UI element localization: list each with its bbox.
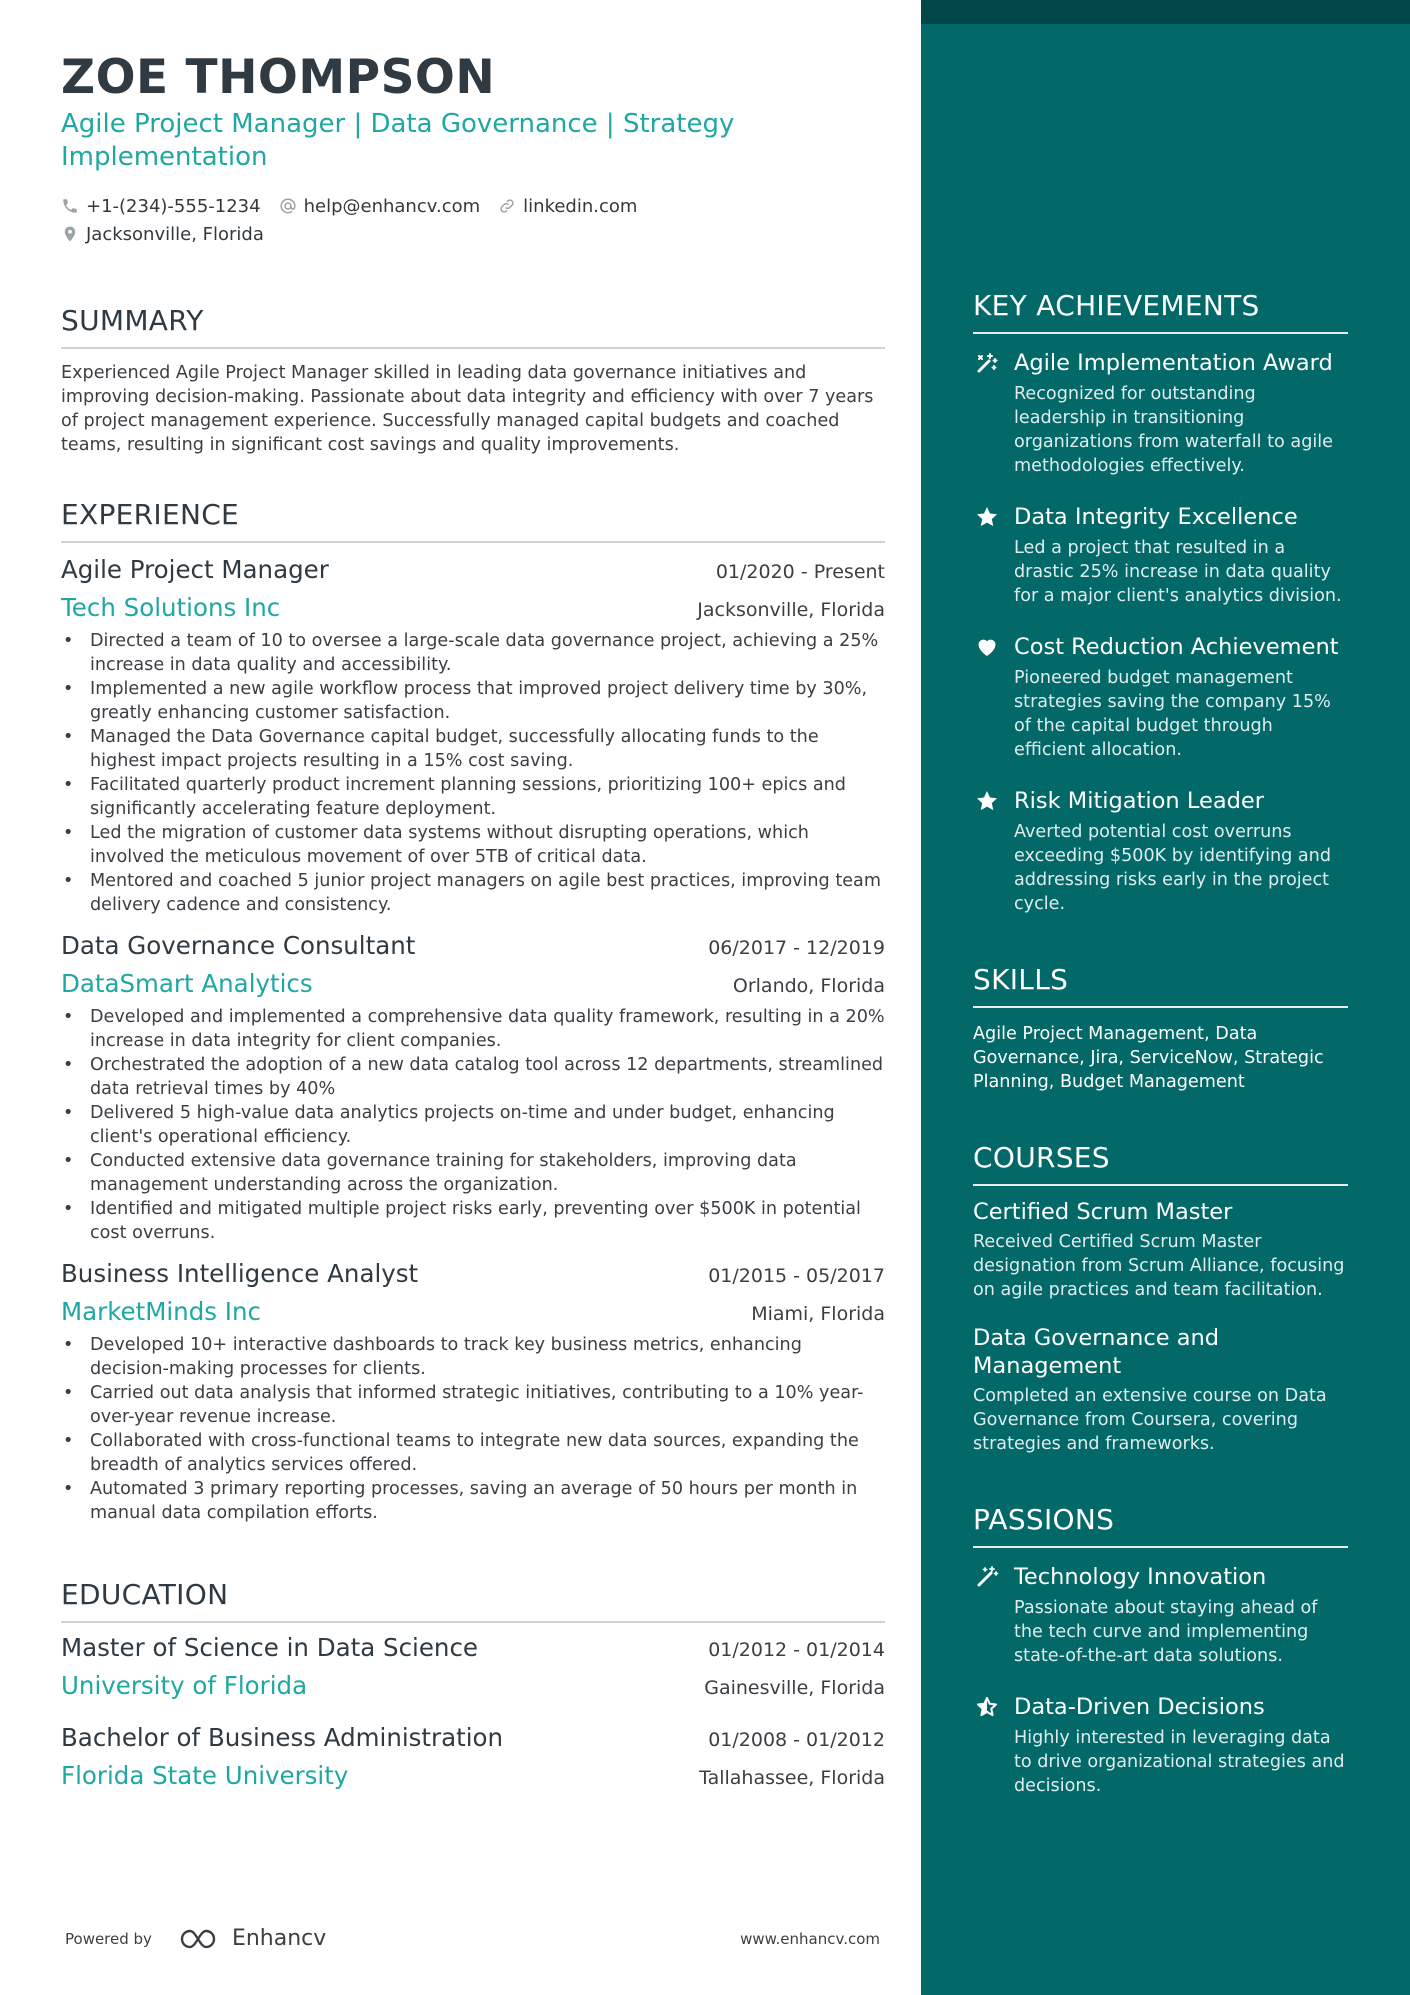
course-desc: Completed an extensive course on Data Governance from Coursera, covering strategies and frameworks. — [973, 1386, 1327, 1454]
achievement-item — [973, 786, 1348, 916]
contact-email[interactable] — [279, 196, 481, 217]
magic-wand-icon — [975, 1565, 1005, 1589]
edu-date: 01/2012 - 01/2014 — [708, 1639, 885, 1661]
achievement-desc: Led a project that resulted in a drastic 25% increase in data quality for a major client's analytics division. — [1014, 538, 1342, 606]
job-bullet: • Identified and mitigated multiple project risks early, preventing over $500K in potential cost overruns. — [61, 1197, 885, 1245]
contact-info — [61, 192, 885, 248]
footer — [65, 1926, 880, 1951]
job-bullet: • Delivered 5 high-value data analytics projects on-time and under budget, enhancing client's operational efficiency. — [61, 1101, 885, 1149]
achievements-heading: KEY ACHIEVEMENTS — [973, 288, 1348, 334]
job-location: Orlando, Florida — [732, 975, 885, 997]
course-desc: Received Certified Scrum Master designation from Scrum Alliance, focusing on agile practices and team facilitation. — [973, 1232, 1345, 1300]
edu-location: Gainesville, Florida — [704, 1677, 885, 1699]
sidebar — [921, 0, 1410, 1995]
job-bullet: • Led the migration of customer data systems without disrupting operations, which involved the meticulous movement of over 5TB of critical data. — [61, 821, 885, 869]
contact-phone[interactable] — [61, 196, 261, 217]
job-bullet: • Directed a team of 10 to oversee a large-scale data governance project, achieving a 25% increase in data quality and accessibility. — [61, 629, 885, 677]
job-bullet: • Developed 10+ interactive dashboards to track key business metrics, enhancing decision-making processes for clients. — [61, 1333, 885, 1381]
passion-desc: Highly interested in leveraging data to drive organizational strategies and decisions. — [1014, 1728, 1345, 1796]
achievement-item — [973, 632, 1348, 762]
job-bullet: • Mentored and coached 5 junior project managers on agile best practices, improving team delivery cadence and consistency. — [61, 869, 885, 917]
edu-degree: Master of Science in Data Science — [61, 1633, 479, 1662]
phone-icon — [61, 197, 79, 215]
powered-by-label: Powered by — [65, 1929, 152, 1948]
edu-date: 01/2008 - 01/2012 — [708, 1729, 885, 1751]
brand-name: Enhancv — [231, 1926, 327, 1951]
job-bullet: • Implemented a new agile workflow process that improved project delivery time by 30%, greatly enhancing customer satisfaction. — [61, 677, 885, 725]
wand-icon — [975, 351, 1005, 375]
at-icon — [279, 197, 297, 215]
star-outline-icon — [975, 1695, 1005, 1719]
passion-desc: Passionate about staying ahead of the tech curve and implementing state-of-the-art data solutions. — [1014, 1598, 1318, 1666]
achievement-title: Risk Mitigation Leader — [1014, 788, 1264, 814]
email-text: help@enhancv.com — [303, 195, 481, 217]
heart-icon — [975, 635, 1005, 659]
experience-heading: EXPERIENCE — [61, 497, 885, 543]
contact-location — [61, 224, 264, 245]
achievement-title: Cost Reduction Achievement — [1014, 634, 1339, 660]
job-company: MarketMinds Inc — [61, 1297, 262, 1326]
passion-title: Technology Innovation — [1014, 1564, 1267, 1590]
job-bullets — [61, 629, 885, 917]
achievement-title: Data Integrity Excellence — [1014, 504, 1298, 530]
summary-heading: SUMMARY — [61, 303, 885, 349]
sidebar-top-band — [921, 0, 1410, 24]
phone-text: +1-(234)-555-1234 — [86, 195, 261, 217]
job-date: 06/2017 - 12/2019 — [708, 937, 885, 959]
edu-location: Tallahassee, Florida — [699, 1767, 885, 1789]
education-heading: EDUCATION — [61, 1577, 885, 1623]
job-entry — [61, 553, 885, 917]
star-icon — [975, 789, 1005, 813]
job-location: Miami, Florida — [751, 1303, 885, 1325]
job-bullet: • Managed the Data Governance capital budget, successfully allocating funds to the highest impact projects resulting in a 15% cost saving. — [61, 725, 885, 773]
job-bullet: • Developed and implemented a comprehensive data quality framework, resulting in a 20% increase in data integrity for client companies. — [61, 1005, 885, 1053]
job-date: 01/2015 - 05/2017 — [708, 1265, 885, 1287]
courses-heading: COURSES — [973, 1140, 1348, 1186]
job-company: Tech Solutions Inc — [61, 593, 281, 622]
job-bullets — [61, 1333, 885, 1525]
job-bullet: • Automated 3 primary reporting processes, saving an average of 50 hours per month in manual data compilation efforts. — [61, 1477, 885, 1525]
website-link[interactable]: www.enhancv.com — [740, 1929, 880, 1948]
job-role: Agile Project Manager — [61, 555, 329, 584]
job-bullets — [61, 1005, 885, 1245]
achievement-desc: Pioneered budget management strategies saving the company 15% of the capital budget through efficient allocation. — [1014, 668, 1331, 760]
edu-school: Florida State University — [61, 1761, 349, 1790]
location-text: Jacksonville, Florida — [86, 223, 264, 245]
skills-heading: SKILLS — [973, 962, 1348, 1008]
job-bullet: • Collaborated with cross-functional teams to integrate new data sources, expanding the breadth of analytics services offered. — [61, 1429, 885, 1477]
skills-list: Agile Project Management, Data Governance, Jira, ServiceNow, Strategic Planning, Budget Management — [973, 1024, 1324, 1092]
edu-school: University of Florida — [61, 1671, 308, 1700]
summary-text: Experienced Agile Project Manager skilled in leading data governance initiatives and improving decision-making. Passionate about data integrity and efficiency with over 7 years of project management experience. Successfully managed capital budgets and coached teams, resulting in significant cost savings and quality improvements. — [61, 363, 874, 455]
course-item — [973, 1324, 1348, 1456]
passion-item — [973, 1692, 1348, 1798]
contact-linkedin[interactable] — [498, 196, 637, 217]
achievement-item — [973, 348, 1348, 478]
achievement-title: Agile Implementation Award — [1014, 350, 1333, 376]
achievement-item — [973, 502, 1348, 608]
job-date: 01/2020 - Present — [715, 561, 885, 583]
course-title: Data Governance and Management — [973, 1325, 1220, 1379]
passions-heading: PASSIONS — [973, 1502, 1348, 1548]
link-icon — [498, 197, 516, 215]
achievement-desc: Averted potential cost overruns exceeding $500K by identifying and addressing risks early in the project cycle. — [1014, 822, 1331, 914]
candidate-name: ZOE THOMPSON — [61, 50, 496, 105]
job-entry — [61, 1257, 885, 1525]
candidate-headline: Agile Project Manager | Data Governance | Strategy Implementation — [61, 109, 735, 172]
course-item — [973, 1198, 1348, 1302]
enhancv-logo[interactable] — [178, 1926, 326, 1951]
star-icon — [975, 505, 1005, 529]
course-title: Certified Scrum Master — [973, 1199, 1233, 1225]
edu-degree: Bachelor of Business Administration — [61, 1723, 504, 1752]
job-company: DataSmart Analytics — [61, 969, 313, 998]
job-bullet: • Carried out data analysis that informed strategic initiatives, contributing to a 10% year-over-year revenue increase. — [61, 1381, 885, 1429]
job-role: Business Intelligence Analyst — [61, 1259, 419, 1288]
job-bullet: • Orchestrated the adoption of a new data catalog tool across 12 departments, streamlined data retrieval times by 40% — [61, 1053, 885, 1101]
location-pin-icon — [61, 225, 79, 243]
job-location: Jacksonville, Florida — [697, 599, 885, 621]
passion-title: Data-Driven Decisions — [1014, 1694, 1265, 1720]
enhancv-logo-icon — [178, 1927, 224, 1951]
job-bullet: • Facilitated quarterly product increment planning sessions, prioritizing 100+ epics and significantly accelerating feature deployment. — [61, 773, 885, 821]
education-entry — [61, 1631, 885, 1703]
education-entry — [61, 1721, 885, 1793]
achievement-desc: Recognized for outstanding leadership in transitioning organizations from waterfall to agile methodologies effectively. — [1014, 384, 1333, 476]
job-entry — [61, 929, 885, 1245]
linkedin-text: linkedin.com — [523, 195, 638, 217]
job-role: Data Governance Consultant — [61, 931, 416, 960]
passion-item — [973, 1562, 1348, 1668]
job-bullet: • Conducted extensive data governance training for stakeholders, improving data management understanding across the organization. — [61, 1149, 885, 1197]
